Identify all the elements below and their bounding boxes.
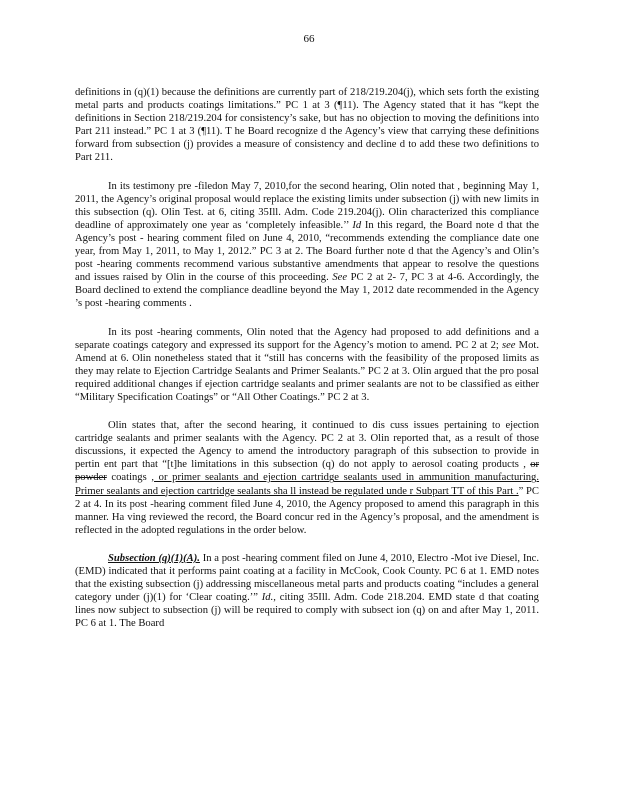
paragraph-text: PC 2 at 2- 7, PC 3 at 4-6. Accordingly, the Board declined to extend the compliance deadline beyond the May 1, 2012 date recommended in the Agency ’s post -hearing comments .: [75, 272, 539, 310]
subsection-heading: Subsection (q)(1)(A).: [108, 552, 200, 564]
paragraph-text: In a post -hearing comment filed on June 4, 2010, Electro -Mot ive Diesel, Inc. (EMD) indicated that it performs paint coating at a facility in McCook, Cook County. PC 6 at 1. EMD notes that the existing subsection (j) addressing miscellaneous metal parts and products coating “includes a general category under (j)(1) for ‘Clear coating.’”: [75, 552, 539, 604]
paragraph-olin-discussions: [75, 419, 539, 537]
paragraph-text: In its post -hearing comments, Olin noted that the Agency had proposed to add definitions and a separate coatings category and expressed its support for the Agency’s motion to amend. PC 2 at 2;: [75, 326, 539, 351]
paragraph-text: Mot. Amend at 6. Olin nonetheless stated that it “still has concerns with the feasibility of the proposed limits as they may relate to Ejection Cartridge Sealants and Primer Sealants.” PC 2 at 3. Olin argued that the pro posal required additional changes if ejection cartridge sealants and primer sealants are not to be classified as either “Military Specification Coatings” or “All Other Coatings.” PC 2 at 3.: [75, 339, 539, 403]
paragraph-text: In its testimony pre -filedon May 7, 2010,for the second hearing, Olin noted that , beginning May 1, 2011, the Agency’s original proposal would replace the existing limits under subsection (j) with new limits in this subsection (q). Olin Test. at 6, citing 35Ill. Adm. Code 219.204(j). Olin characterized this compliance deadline of approximately one year as ‘completely infeasible.’’: [75, 180, 539, 231]
citation-signal: see: [501, 339, 516, 351]
paragraph-text: In this regard, the Board note d that the Agency’s post - hearing comment filed on June 4, 2010, “recommends extending the compliance date one year, from May 1, 2011, to May 1, 2012.” PC 3 at 2. The Board further note d that the Agency’s and Olin’s post -hearing comments recommend various substantive amendments that appear to resolve the questions and issues raised by Olin in the course of this proceeding.: [75, 219, 539, 284]
paragraph-definitions: [75, 86, 539, 165]
paragraph-olin-testimony: [75, 180, 539, 311]
page-number: 66: [303, 33, 315, 45]
citation-signal: See: [332, 272, 348, 284]
body-text: [75, 86, 539, 645]
inserted-text: or primer sealants and ejection cartridge sealants used in ammunition manufacturing. Primer sealants and ejection cartridge sealants sha ll instead be regulated unde r Subpart TT of this Part .: [75, 472, 540, 497]
citation-signal: Id: [352, 219, 362, 231]
citation-signal: Id.: [261, 592, 274, 604]
paragraph-olin-post-hearing: [75, 326, 539, 405]
paragraph-subsection-q1a: [75, 552, 539, 631]
paragraph-text: Olin states that, after the second hearing, it continued to dis cuss issues pertaining to ejection cartridge sealants and primer sealants with the Agency. PC 2 at 3. Olin reported that, as a result of those discussions, it expected the Agency to amend the introductory paragraph of this subsection to provide in pertin ent part that “[t]he limitations in this subsection (q) do not apply to aerosol coating products ,: [75, 420, 539, 471]
struck-text: or powder: [75, 459, 540, 484]
paragraph-text: ” PC 2 at 4. In its post -hearing comment filed June 4, 2010, the Agency proposed to amend this paragraph in this manner. Ha ving reviewed the record, the Board concur red in the Agency’s proposal, and the amendment is reflected in the adopted regulations in the order below.: [75, 485, 540, 536]
paragraph-text: definitions in (q)(1) because the definitions are currently part of 218/219.204(j), which sets forth the existing metal parts and products coatings limitations.” PC 1 at 3 (¶11). The Agency stated that it has “kept the definitions in Section 218/219.204 for consistency’s sake, but has no objection to moving the definitions into Part 211 instead.” PC 1 at 3 (¶11). T he Board recognize d the Agency’s view that carrying these definitions forward from subsection (j) provides a measure of consistency and decline d to add these two definitions to Part 211.: [75, 87, 539, 164]
paragraph-text: coatings ,: [106, 472, 155, 484]
paragraph-text: , citing 35Ill. Adm. Code 218.204. EMD state d that coating lines now subject to subsection (j) will be required to comply with subsect ion (q) on and after May 1, 2011. PC 6 at 1. The Board: [75, 592, 539, 630]
